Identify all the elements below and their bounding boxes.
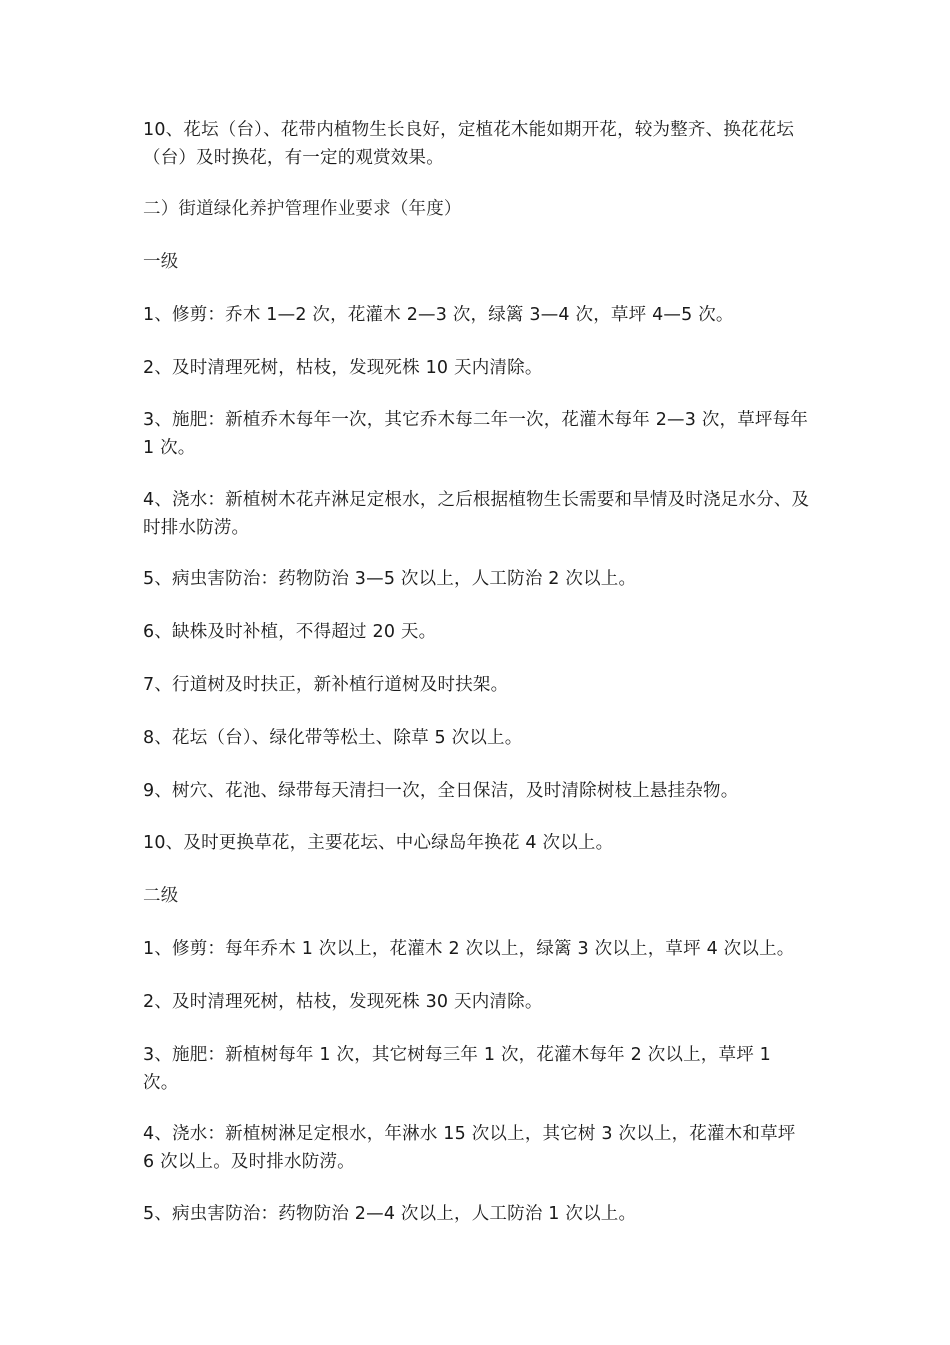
level-heading-first: 一级	[143, 252, 179, 272]
level1-item-4: 4、浇水：新植树木花卉淋足定根水，之后根据植物生长需要和旱情及时浇足水分、及时排水防涝。	[143, 490, 810, 538]
level1-item-5: 5、病虫害防治：药物防治 3—5 次以上，人工防治 2 次以上。	[143, 569, 637, 589]
level1-item-8: 8、花坛（台）、绿化带等松土、除草 5 次以上。	[143, 728, 523, 748]
level2-item-4: 4、浇水：新植树淋足定根水，年淋水 15 次以上，其它树 3 次以上，花灌木和草坪 6 次以上。及时排水防涝。	[143, 1124, 796, 1172]
level2-item-2: 2、及时清理死树，枯枝，发现死株 30 天内清除。	[143, 992, 543, 1012]
section-heading-street-greening: 二）街道绿化养护管理作业要求（年度）	[143, 199, 462, 219]
level1-item-1: 1、修剪：乔木 1—2 次，花灌木 2—3 次，绿篱 3—4 次，草坪 4—5 次。	[143, 305, 734, 325]
level1-item-2: 2、及时清理死树，枯枝，发现死株 10 天内清除。	[143, 358, 543, 378]
level1-item-6: 6、缺株及时补植，不得超过 20 天。	[143, 622, 437, 642]
level1-item-9: 9、树穴、花池、绿带每天清扫一次，全日保洁，及时清除树枝上悬挂杂物。	[143, 781, 739, 801]
level1-item-7: 7、行道树及时扶正，新补植行道树及时扶架。	[143, 675, 509, 695]
level-heading-second: 二级	[143, 886, 179, 906]
level2-item-1: 1、修剪：每年乔木 1 次以上，花灌木 2 次以上，绿篱 3 次以上，草坪 4 次以上。	[143, 939, 795, 959]
paragraph-flower-bed-10: 10、花坛（台）、花带内植物生长良好，定植花木能如期开花，较为整齐、换花花坛（台）及时换花，有一定的观赏效果。	[143, 120, 795, 168]
level2-item-5: 5、病虫害防治：药物防治 2—4 次以上，人工防治 1 次以上。	[143, 1204, 637, 1224]
level1-item-3: 3、施肥：新植乔木每年一次，其它乔木每二年一次，花灌木每年 2—3 次，草坪每年 1 次。	[143, 410, 809, 458]
level2-item-3: 3、施肥：新植树每年 1 次，其它树每三年 1 次，花灌木每年 2 次以上，草坪 1 次。	[143, 1045, 772, 1093]
level1-item-10: 10、及时更换草花，主要花坛、中心绿岛年换花 4 次以上。	[143, 833, 614, 853]
